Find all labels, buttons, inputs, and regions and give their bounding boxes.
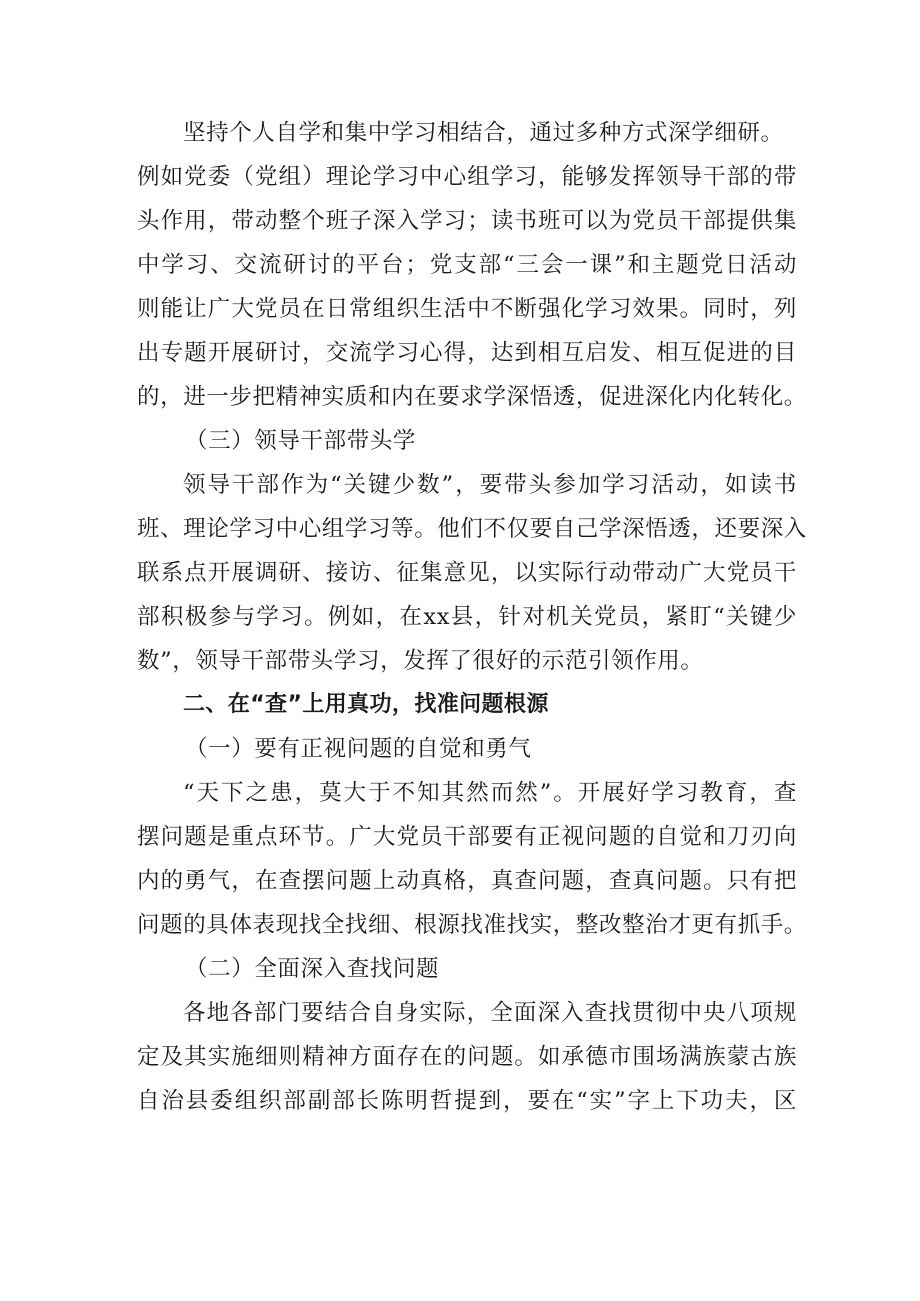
text-line: 摆问题是重点环节。广大党员干部要有正视问题的自觉和刀刃向 [137,824,797,850]
text-line: 出专题开展研讨，交流学习心得，达到相互启发、相互促进的目 [137,340,797,366]
text-line: 部积极参与学习。例如，在xx县，针对机关党员，紧盯“关键少 [137,604,797,630]
text-line: 班、理论学习中心组学习等。他们不仅要自己学深悟透，还要深入 [137,516,807,542]
text-line: “天下之患，莫大于不知其然而然”。开展好学习教育，查 [183,780,797,806]
section-subheading: （一）要有正视问题的自觉和勇气 [185,736,532,762]
text-line: 定及其实施细则精神方面存在的问题。如承德市围场满族蒙古族 [137,1044,797,1070]
text-line: 领导干部作为“关键少数”，要带头参加学习活动，如读书 [183,472,797,498]
section-heading: 二、在“查”上用真功，找准问题根源 [183,692,549,717]
text-line: 问题的具体表现找全找细、根源找准找实，整改整治才更有抓手。 [137,912,807,938]
section-subheading: （三）领导干部带头学 [185,428,417,454]
text-line: 自治县委组织部副部长陈明哲提到，要在“实”字上下功夫，区 [137,1088,797,1114]
text-line: 坚持个人自学和集中学习相结合，通过多种方式深学细研。 [183,120,784,146]
text-line: 则能让广大党员在日常组织生活中不断强化学习效果。同时，列 [137,296,797,322]
text-line: 例如党委（党组）理论学习中心组学习，能够发挥领导干部的带 [137,164,797,190]
text-line: 头作用，带动整个班子深入学习；读书班可以为党员干部提供集 [137,208,797,234]
text-line: 中学习、交流研讨的平台；党支部“三会一课”和主题党日活动 [137,252,797,278]
text-line: 的，进一步把精神实质和内在要求学深悟透，促进深化内化转化。 [137,384,807,410]
text-line: 各地各部门要结合自身实际，全面深入查找贯彻中央八项规 [183,1000,797,1026]
text-line: 内的勇气，在查摆问题上动真格，真查问题，查真问题。只有把 [137,868,797,894]
text-line: 数”，领导干部带头学习，发挥了很好的示范引领作用。 [137,648,704,674]
text-line: 联系点开展调研、接访、征集意见，以实际行动带动广大党员干 [137,560,797,586]
section-subheading: （二）全面深入查找问题 [185,956,440,982]
